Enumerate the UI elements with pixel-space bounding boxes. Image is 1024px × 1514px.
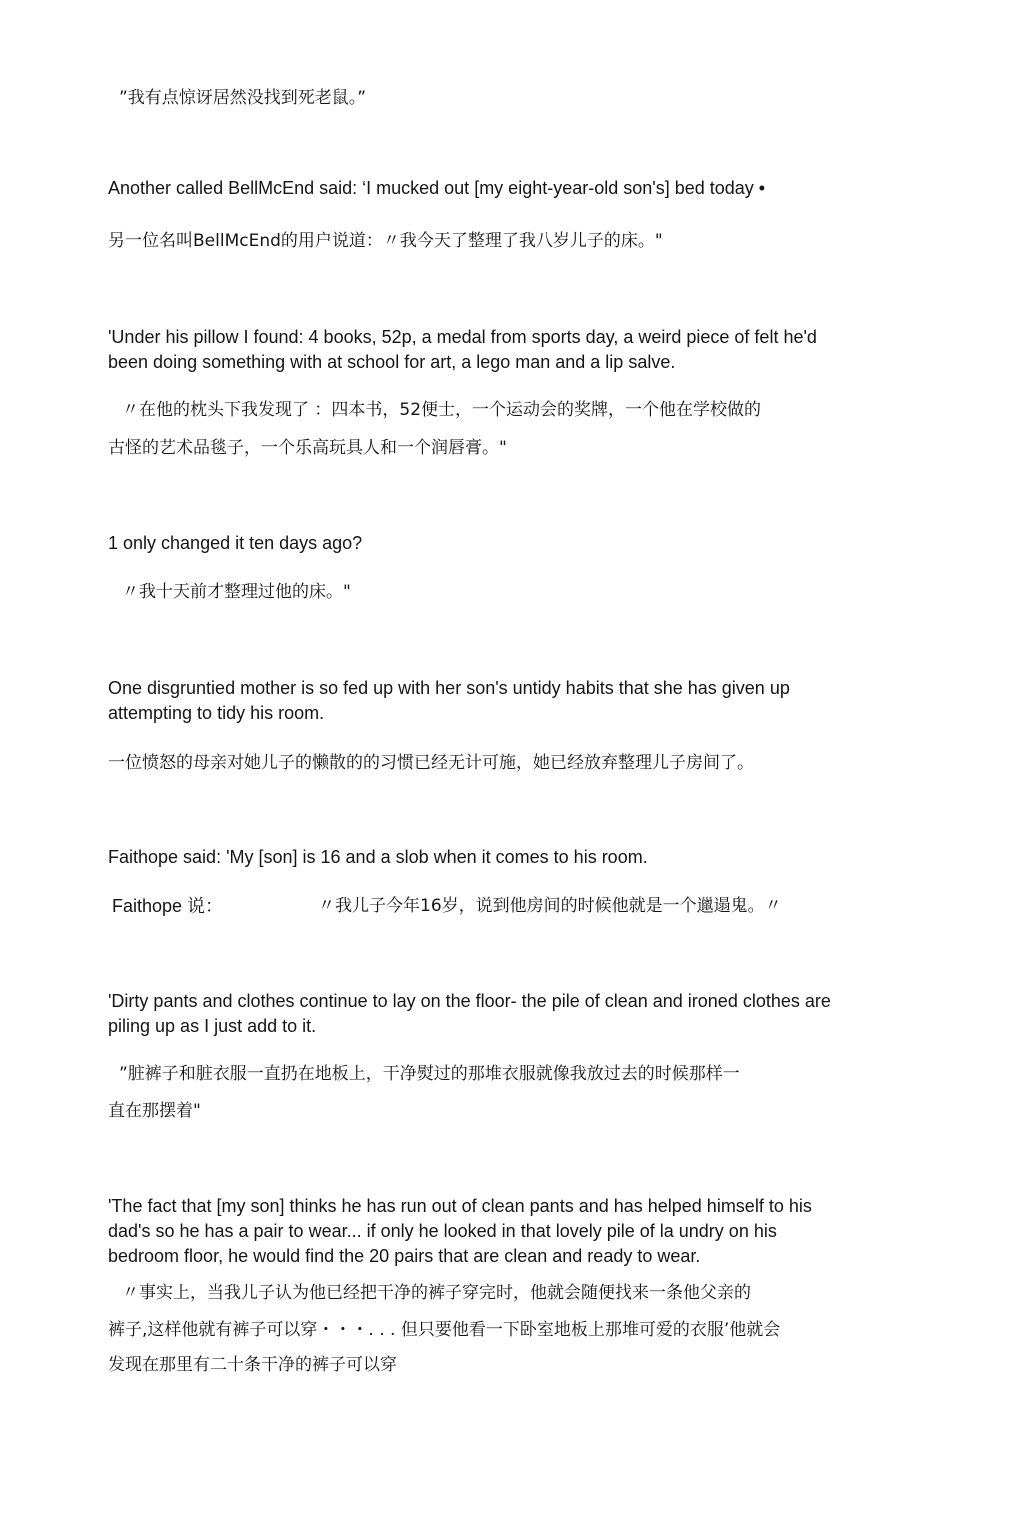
en-line-ten-days: 1 only changed it ten days ago?: [108, 533, 363, 553]
zh-line-pillow-2: 古怪的艺术品毯子，一个乐高玩具人和一个润唇膏。": [108, 438, 507, 458]
en-line-pants-3: bedroom floor, he would find the 20 pairs that are clean and ready to wear.: [108, 1246, 701, 1266]
zh-line-mother: 一位愤怒的母亲对她儿子的懒散的的习惯已经无计可施，她已经放弃整理儿子房间了。: [108, 753, 754, 773]
zh-line-pants-1: 〃事实上，当我儿子认为他已经把干净的裤子穿完时，他就会随便找来一条他父亲的: [122, 1283, 751, 1303]
zh-line-dead-mouse: ”我有点惊讶居然没找到死老鼠。”: [119, 88, 367, 108]
zh-line-dirty-2: 直在那摆着": [108, 1101, 201, 1121]
en-line-mother-1: One disgruntied mother is so fed up with her son's untidy habits that she has given up: [108, 678, 790, 698]
en-line-pillow-1: 'Under his pillow I found: 4 books, 52p, a medal from sports day, a weird piece of felt he'd: [108, 327, 817, 347]
en-line-pants-2: dad's so he has a pair to wear... if only he looked in that lovely pile of la undry on his: [108, 1221, 777, 1241]
en-line-dirty-2: piling up as I just add to it.: [108, 1016, 317, 1036]
en-line-pants-1: 'The fact that [my son] thinks he has run out of clean pants and has helped himself to his: [108, 1196, 812, 1216]
zh-line-dirty-1: ”脏裤子和脏衣服一直扔在地板上，干净熨过的那堆衣服就像我放过去的时候那样一: [119, 1064, 740, 1084]
en-line-mother-2: attempting to tidy his room.: [108, 703, 325, 723]
zh-line-bellmcend: 另一位名叫BellMcEnd的用户说道：〃我今天了整理了我八岁儿子的床。": [108, 231, 663, 251]
zh-line-faithope-speaker: Faithope 说：: [112, 896, 224, 916]
zh-line-pants-3: 发现在那里有二十条干净的裤子可以穿: [108, 1355, 397, 1375]
zh-line-ten-days: 〃我十天前才整理过他的床。": [122, 582, 351, 602]
en-line-dirty-1: 'Dirty pants and clothes continue to lay on the floor- the pile of clean and ironed clothes are: [108, 991, 831, 1011]
zh-line-pillow-1: 〃在他的枕头下我发现了 ：四本书，52便士，一个运动会的奖牌，一个他在学校做的: [122, 400, 762, 420]
en-line-bellmcend: Another called BellMcEnd said: ‘I mucked out [my eight-year-old son's] bed today •: [108, 178, 766, 198]
zh-line-faithope-quote: 〃我儿子今年16岁，说到他房间的时候他就是一个邋遢鬼。〃: [318, 896, 782, 916]
zh-line-pants-2: 裤子,这样他就有裤子可以穿・・・. . . 但只要他看一下卧室地板上那堆可爱的衣服’他就会: [108, 1320, 781, 1340]
en-line-pillow-2: been doing something with at school for art, a lego man and a lip salve.: [108, 352, 676, 372]
en-line-faithope: Faithope said: 'My [son] is 16 and a slob when it comes to his room.: [108, 847, 648, 867]
